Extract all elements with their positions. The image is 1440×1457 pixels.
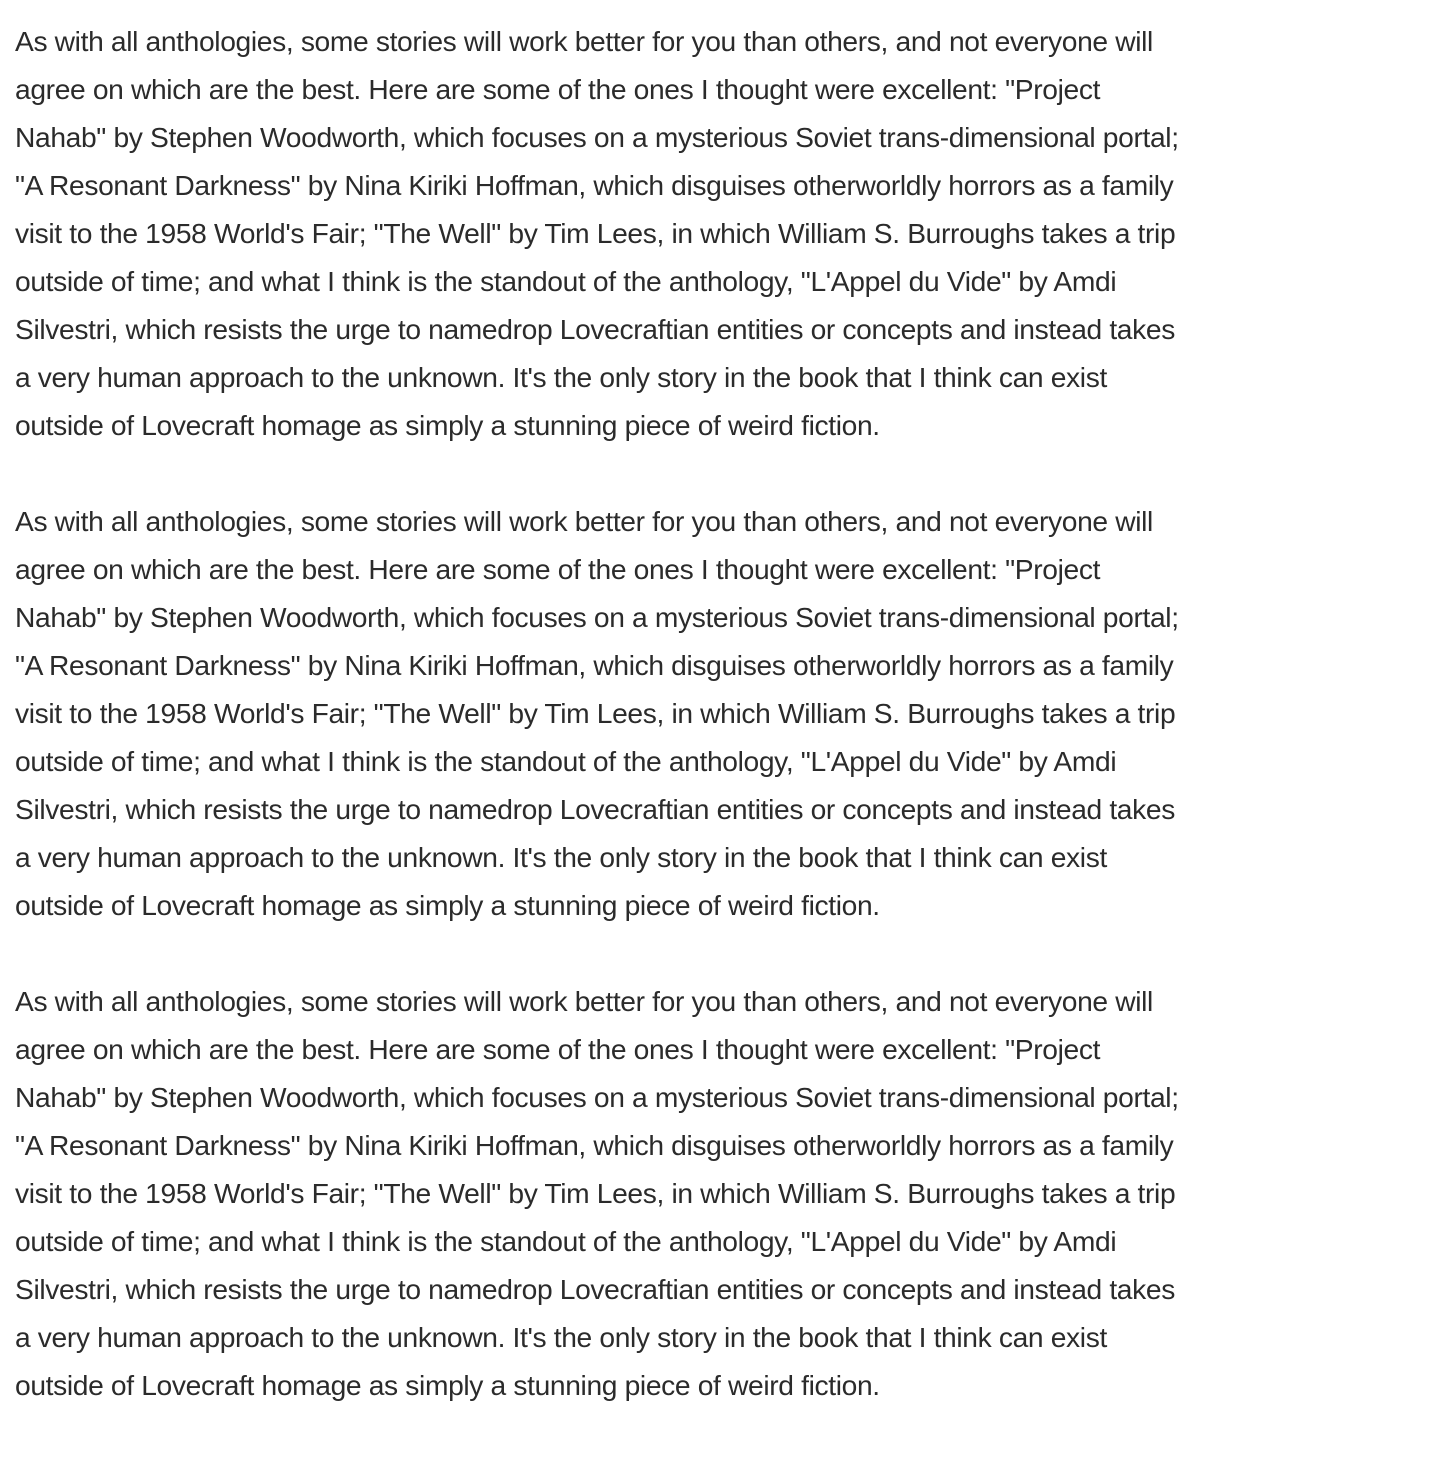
- paragraph-line: outside of time; and what I think is the standout of the anthology, "L'Appel du Vide" by Amdi: [15, 745, 1117, 777]
- paragraph-line: outside of time; and what I think is the standout of the anthology, "L'Appel du Vide" by Amdi: [15, 1225, 1117, 1257]
- paragraph-line: visit to the 1958 World's Fair; "The Well" by Tim Lees, in which William S. Burroughs takes a trip: [15, 1177, 1176, 1209]
- paragraph-line: outside of Lovecraft homage as simply a stunning piece of weird fiction.: [15, 409, 880, 441]
- paragraph-line: visit to the 1958 World's Fair; "The Well" by Tim Lees, in which William S. Burroughs takes a trip: [15, 697, 1176, 729]
- article-body: [15, 17, 1425, 1457]
- paragraph-line: Nahab" by Stephen Woodworth, which focuses on a mysterious Soviet trans-dimensional portal;: [15, 121, 1179, 153]
- paragraph-line: As with all anthologies, some stories will work better for you than others, and not everyone will: [15, 985, 1153, 1017]
- paragraph-line: As with all anthologies, some stories will work better for you than others, and not everyone will: [15, 25, 1153, 57]
- paragraph-1: [15, 17, 1425, 449]
- paragraph-3: [15, 977, 1425, 1409]
- paragraph-line: Silvestri, which resists the urge to namedrop Lovecraftian entities or concepts and instead takes: [15, 793, 1175, 825]
- paragraph-line: a very human approach to the unknown. It's the only story in the book that I think can exist: [15, 1321, 1107, 1353]
- paragraph-line: agree on which are the best. Here are some of the ones I thought were excellent: "Project: [15, 1033, 1101, 1065]
- paragraph-line: visit to the 1958 World's Fair; "The Well" by Tim Lees, in which William S. Burroughs takes a trip: [15, 217, 1176, 249]
- paragraph-line: "A Resonant Darkness" by Nina Kiriki Hoffman, which disguises otherworldly horrors as a family: [15, 649, 1174, 681]
- paragraph-line: outside of time; and what I think is the standout of the anthology, "L'Appel du Vide" by Amdi: [15, 265, 1117, 297]
- paragraph-line: "A Resonant Darkness" by Nina Kiriki Hoffman, which disguises otherworldly horrors as a family: [15, 1129, 1174, 1161]
- paragraph-2: [15, 497, 1425, 929]
- paragraph-line: "A Resonant Darkness" by Nina Kiriki Hoffman, which disguises otherworldly horrors as a family: [15, 169, 1174, 201]
- paragraph-line: Silvestri, which resists the urge to namedrop Lovecraftian entities or concepts and instead takes: [15, 313, 1175, 345]
- paragraph-line: outside of Lovecraft homage as simply a stunning piece of weird fiction.: [15, 889, 880, 921]
- paragraph-line: outside of Lovecraft homage as simply a stunning piece of weird fiction.: [15, 1369, 880, 1401]
- paragraph-line: a very human approach to the unknown. It's the only story in the book that I think can exist: [15, 841, 1107, 873]
- paragraph-line: As with all anthologies, some stories will work better for you than others, and not everyone will: [15, 505, 1153, 537]
- paragraph-line: Silvestri, which resists the urge to namedrop Lovecraftian entities or concepts and instead takes: [15, 1273, 1175, 1305]
- paragraph-line: agree on which are the best. Here are some of the ones I thought were excellent: "Project: [15, 73, 1101, 105]
- paragraph-line: a very human approach to the unknown. It's the only story in the book that I think can exist: [15, 361, 1107, 393]
- paragraph-line: Nahab" by Stephen Woodworth, which focuses on a mysterious Soviet trans-dimensional portal;: [15, 1081, 1179, 1113]
- paragraph-line: Nahab" by Stephen Woodworth, which focuses on a mysterious Soviet trans-dimensional portal;: [15, 601, 1179, 633]
- paragraph-line: agree on which are the best. Here are some of the ones I thought were excellent: "Project: [15, 553, 1101, 585]
